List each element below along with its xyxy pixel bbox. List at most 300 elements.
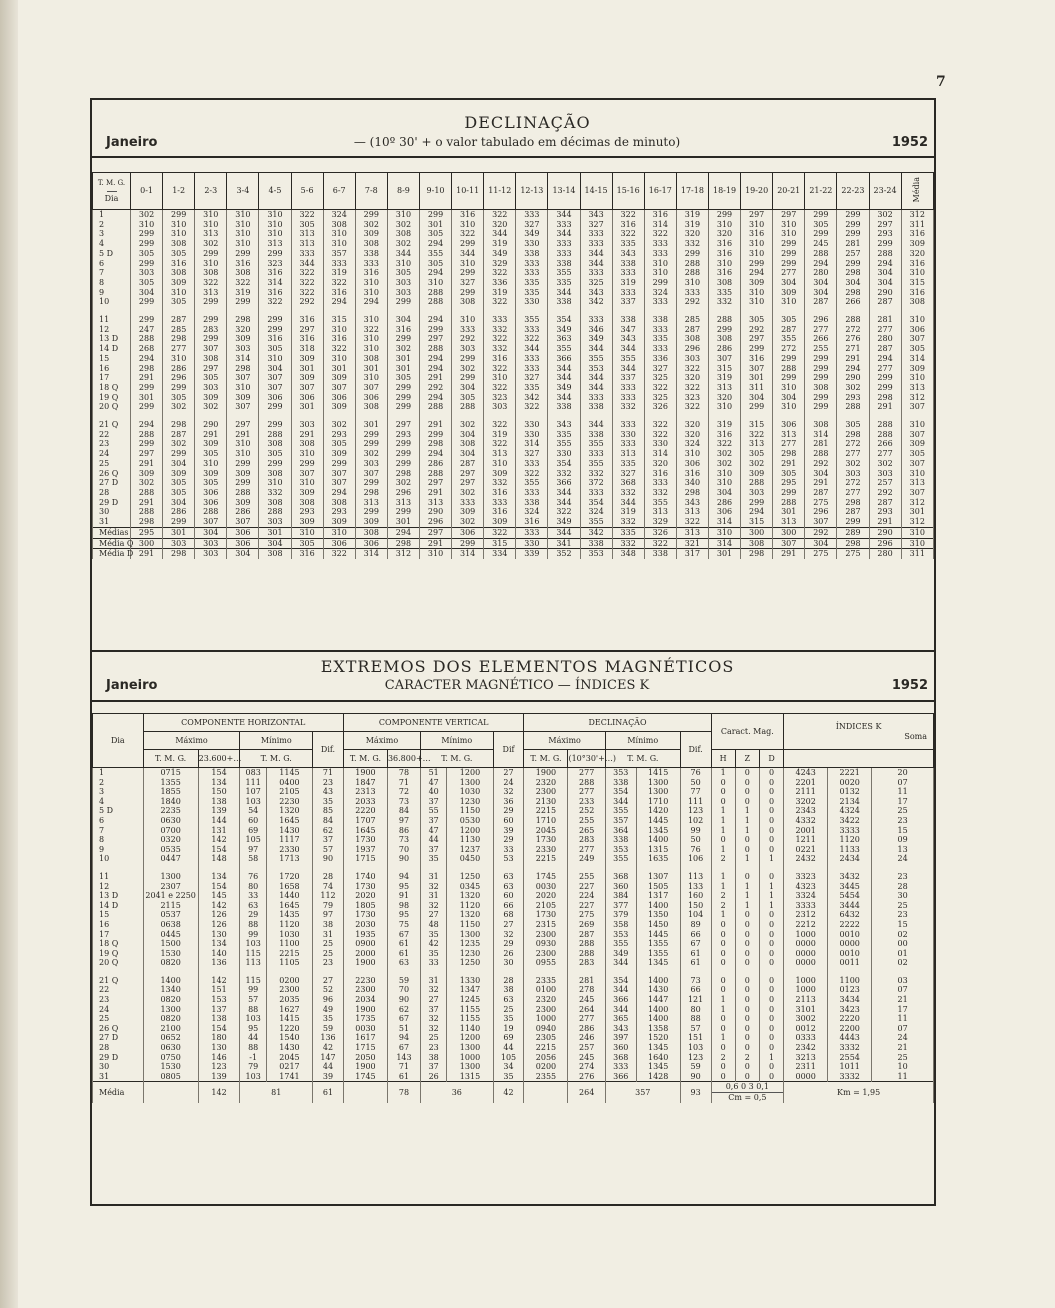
declination-value: 302 [741, 459, 773, 469]
extremes-value: 57 [680, 1024, 711, 1034]
extremes-value: 1130 [447, 835, 493, 845]
declination-value: 299 [869, 383, 901, 393]
declination-value: 305 [163, 393, 195, 403]
declination-value: 309 [741, 469, 773, 479]
declination-row [93, 498, 934, 508]
declination-value: 357 [323, 249, 355, 259]
declination-value: 310 [484, 459, 516, 469]
declination-value: 308 [708, 334, 740, 344]
declination-value: 276 [837, 334, 869, 344]
extremes-value: 63 [493, 882, 524, 892]
declination-value: 344 [612, 364, 644, 374]
declination-value: 299 [837, 220, 869, 230]
extremes-value: 1 [759, 901, 783, 911]
declination-value: 288 [131, 488, 163, 498]
declination-value: 288 [259, 507, 291, 517]
extremes-value: 1740 [343, 872, 387, 882]
extremes-value: 2221 [828, 768, 872, 778]
declination-value: 310 [195, 210, 227, 220]
declination-value: 287 [869, 344, 901, 354]
declination-value: 327 [516, 220, 548, 230]
extremes-value: 69 [240, 826, 266, 836]
declination-value: 355 [516, 315, 548, 325]
extremes-value: 3333 [784, 901, 828, 911]
declination-value: 310 [901, 315, 933, 325]
hour-col-header: 17-18 [676, 173, 708, 210]
declination-value: 293 [837, 393, 869, 403]
hour-col-header: 6-7 [323, 173, 355, 210]
day-label: 28 [93, 488, 131, 498]
declination-value: 308 [195, 354, 227, 364]
declination-value: 355 [644, 498, 676, 508]
extremes-value: 0805 [143, 1072, 198, 1082]
extremes-value: 15 [872, 826, 934, 836]
extremes-value: 03 [872, 976, 934, 986]
extremes-value: 151 [680, 1033, 711, 1043]
declination-value: 320 [676, 229, 708, 239]
declination-value: 310 [773, 229, 805, 239]
declination-value: 304 [805, 469, 837, 479]
extremes-value: 0 [759, 1033, 783, 1043]
extremes-value: 1300 [447, 1062, 493, 1072]
declination-value: 333 [484, 315, 516, 325]
declination-value: 299 [259, 420, 291, 430]
declination-value: 301 [901, 507, 933, 517]
declination-value: 287 [773, 325, 805, 335]
declination-value: 322 [548, 507, 580, 517]
extremes-value: 61 [680, 958, 711, 968]
extremes-value: 0 [759, 910, 783, 920]
declination-value: 299 [163, 383, 195, 393]
extremes-value: 111 [680, 797, 711, 807]
extremes-value: 0 [759, 1014, 783, 1024]
declination-value: 310 [163, 229, 195, 239]
declination-value: 299 [163, 517, 195, 527]
extremes-value: 1730 [524, 910, 568, 920]
extremes-value: 91 [387, 891, 420, 901]
extremes-value: 76 [680, 768, 711, 778]
extremes-value: 150 [680, 901, 711, 911]
extremes-value: 275 [568, 910, 605, 920]
declination-value: 313 [676, 507, 708, 517]
declination-value: 309 [131, 469, 163, 479]
declination-value: 344 [548, 364, 580, 374]
extremes-value: 23 [313, 778, 344, 788]
declination-value: 310 [676, 449, 708, 459]
extremes-value: 0012 [784, 1024, 828, 1034]
extremes-value: 28 [313, 872, 344, 882]
declination-value: 309 [741, 278, 773, 288]
declination-value: 322 [484, 383, 516, 393]
extremes-value: 32 [420, 901, 446, 911]
extremes-value: 1715 [343, 854, 387, 864]
declination-value: 344 [612, 498, 644, 508]
extremes-value: 0100 [524, 985, 568, 995]
declination-value: 338 [548, 402, 580, 412]
declination-value: 312 [901, 210, 933, 220]
declination-value: 333 [516, 259, 548, 269]
declination-value: 299 [419, 325, 451, 335]
extremes-value: 62 [387, 1005, 420, 1015]
declination-value: 310 [323, 239, 355, 249]
declination-value: 307 [805, 517, 837, 527]
declination-value: 277 [773, 268, 805, 278]
declination-value: 309 [195, 469, 227, 479]
declination-value: 305 [773, 469, 805, 479]
declination-value: 301 [387, 364, 419, 374]
declination-means [93, 527, 934, 559]
mean-value: 341 [548, 538, 580, 549]
declination-value: 344 [548, 210, 580, 220]
declination-value: 333 [612, 420, 644, 430]
extremes-value: 0 [735, 920, 759, 930]
declination-value: 304 [452, 430, 484, 440]
declination-value: 337 [612, 373, 644, 383]
extremes-value: 0447 [143, 854, 198, 864]
mean-value: 304 [805, 538, 837, 549]
extremes-value: 277 [568, 787, 605, 797]
declination-value: 316 [708, 239, 740, 249]
declination-value: 322 [516, 334, 548, 344]
extremes-row [93, 806, 934, 816]
extremes-value: 0 [711, 1014, 735, 1024]
declination-value: 302 [355, 220, 387, 230]
declination-value: 287 [452, 459, 484, 469]
extremes-value: 103 [240, 1072, 266, 1082]
page-number: 7 [936, 74, 946, 90]
declination-value: 333 [484, 498, 516, 508]
declination-value: 283 [195, 325, 227, 335]
declination-value: 316 [387, 325, 419, 335]
declination-value: 297 [773, 210, 805, 220]
declination-value: 310 [773, 402, 805, 412]
declination-value: 309 [355, 229, 387, 239]
day-label: 7 [93, 826, 144, 836]
extremes-value: 0 [759, 1024, 783, 1034]
extremes-value: 1900 [524, 768, 568, 778]
extremes-row [93, 826, 934, 836]
declination-value: 299 [869, 239, 901, 249]
extremes-value: 2130 [524, 797, 568, 807]
extremes-value: 0 [735, 1043, 759, 1053]
declination-value: 297 [419, 334, 451, 344]
declination-value: 288 [869, 420, 901, 430]
day-label: 15 [93, 910, 144, 920]
extremes-value: 99 [680, 826, 711, 836]
extremes-value: 180 [198, 1033, 240, 1043]
day-label: 16 [93, 920, 144, 930]
extremes-value: 1300 [447, 930, 493, 940]
extremes-value: 88 [240, 1005, 266, 1015]
declination-value: 316 [323, 288, 355, 298]
extremes-value: 1307 [636, 872, 680, 882]
extremes-value: 0820 [143, 1014, 198, 1024]
extremes-value: 0 [735, 778, 759, 788]
extremes-value: 73 [387, 835, 420, 845]
extremes-value: 255 [568, 816, 605, 826]
hour-col-header: 16-17 [644, 173, 676, 210]
mean-value: 306 [323, 538, 355, 549]
declination-row [93, 249, 934, 259]
ext-mean-h-max: 142 [198, 1082, 240, 1103]
declination-value: 299 [773, 488, 805, 498]
declination-value: 335 [612, 239, 644, 249]
declination-value: 307 [708, 354, 740, 364]
extremes-value: 1741 [266, 1072, 312, 1082]
declination-value: 291 [227, 430, 259, 440]
extremes-value: 0 [711, 797, 735, 807]
declination-value: 322 [227, 278, 259, 288]
declination-value: 322 [516, 402, 548, 412]
extremes-value: 1211 [784, 835, 828, 845]
mean-value: 313 [676, 527, 708, 538]
extremes-value: 2300 [524, 949, 568, 959]
extremes-value: 0652 [143, 1033, 198, 1043]
extremes-value: 71 [387, 778, 420, 788]
extremes-value: 0900 [343, 939, 387, 949]
extremes-value: 95 [387, 910, 420, 920]
declination-value: 313 [741, 439, 773, 449]
declination-value: 296 [163, 373, 195, 383]
declination-value: 299 [805, 229, 837, 239]
extremes-value: 33 [420, 958, 446, 968]
hour-col-header: 12-13 [516, 173, 548, 210]
extremes-value: 0200 [266, 976, 312, 986]
declination-value: 302 [837, 459, 869, 469]
day-label: 24 [93, 1005, 144, 1015]
declination-value: 292 [805, 459, 837, 469]
extremes-value: 354 [605, 976, 636, 986]
declination-value: 344 [580, 259, 612, 269]
extremes-row [93, 1043, 934, 1053]
declination-row [93, 469, 934, 479]
day-label: 21 Q [93, 420, 131, 430]
declination-value: 301 [291, 402, 323, 412]
declination-value: 344 [548, 373, 580, 383]
declination-value: 297 [741, 334, 773, 344]
declination-value: 303 [227, 344, 259, 354]
declination-value: 266 [869, 439, 901, 449]
declination-row [93, 402, 934, 412]
declination-value: 308 [291, 498, 323, 508]
declination-value: 297 [227, 420, 259, 430]
extremes-value: 0030 [524, 882, 568, 892]
extremes-value: 1300 [143, 1005, 198, 1015]
extremes-value: 29 [493, 806, 524, 816]
ext-mean-h-dif: 61 [313, 1082, 344, 1103]
extremes-value: 1150 [447, 806, 493, 816]
declination-value: 333 [580, 393, 612, 403]
declination-value: 322 [484, 334, 516, 344]
extremes-value: 32 [420, 1024, 446, 1034]
mean-value: 314 [355, 549, 387, 559]
declination-value: 298 [387, 469, 419, 479]
declination-value: 305 [259, 344, 291, 354]
declination-value: 319 [484, 239, 516, 249]
extremes-value: 1 [711, 910, 735, 920]
extremes-row [93, 816, 934, 826]
ext-v-tmg1: T. M. G. [343, 750, 387, 768]
extremes-value: 1355 [636, 949, 680, 959]
declination-value: 310 [355, 288, 387, 298]
declination-value: 303 [387, 278, 419, 288]
extremes-value: 355 [605, 854, 636, 864]
declination-value: 304 [741, 393, 773, 403]
extremes-value: 102 [680, 816, 711, 826]
extremes-value: 1117 [266, 835, 312, 845]
declination-value: 336 [484, 278, 516, 288]
declination-value: 307 [259, 373, 291, 383]
extremes-value: 30 [493, 958, 524, 968]
extremes-value: 105 [240, 835, 266, 845]
extremes-value: 3333 [828, 826, 872, 836]
ext-d-min: Mínimo [605, 732, 680, 750]
declination-value: 305 [901, 449, 933, 459]
declination-value: 309 [227, 498, 259, 508]
extremes-value: 357 [605, 816, 636, 826]
extremes-value: 90 [313, 854, 344, 864]
extremes-row [93, 891, 934, 901]
declination-value: 299 [131, 402, 163, 412]
declination-value: 310 [259, 354, 291, 364]
declination-value: 309 [291, 354, 323, 364]
extremes-value: 27 [313, 976, 344, 986]
extremes-value: 79 [240, 1062, 266, 1072]
extremes-value: 0 [711, 1062, 735, 1072]
declination-value: 285 [676, 315, 708, 325]
declination-value: 323 [484, 393, 516, 403]
extremes-value: 131 [198, 826, 240, 836]
declination-row [93, 259, 934, 269]
extremes-value: 1345 [636, 1062, 680, 1072]
declination-value: 299 [163, 210, 195, 220]
declination-value: 287 [163, 315, 195, 325]
extremes-value: 23 [872, 816, 934, 826]
declination-value: 343 [580, 210, 612, 220]
extremes-value: 265 [568, 826, 605, 836]
declination-value: 332 [676, 239, 708, 249]
declination-value: 310 [227, 210, 259, 220]
declination-value: 299 [805, 354, 837, 364]
declination-value: 291 [419, 420, 451, 430]
extremes-value: 2215 [266, 949, 312, 959]
binding-shadow [0, 0, 18, 1308]
hour-col-header: 21-22 [805, 173, 837, 210]
extremes-value: 59 [387, 976, 420, 986]
hour-col-header: 5-6 [291, 173, 323, 210]
declination-value: 288 [869, 430, 901, 440]
declination-value: 310 [291, 449, 323, 459]
extremes-value: 99 [240, 930, 266, 940]
ext-mean-d-min: 357 [605, 1082, 680, 1103]
declination-row [93, 354, 934, 364]
declination-value: 322 [612, 210, 644, 220]
extremes-value: 0320 [143, 835, 198, 845]
mean-value: 291 [419, 538, 451, 549]
hour-col-header: 0-1 [131, 173, 163, 210]
extremes-value: 1 [711, 882, 735, 892]
extremes-value: 0 [759, 939, 783, 949]
extremes-value: 246 [568, 1033, 605, 1043]
declination-value: 322 [676, 364, 708, 374]
extremes-value: 38 [420, 1053, 446, 1063]
declination-value: 305 [805, 220, 837, 230]
declination-value: 343 [612, 249, 644, 259]
declination-row [93, 517, 934, 527]
day-label: 20 Q [93, 402, 131, 412]
declination-value: 303 [259, 517, 291, 527]
declination-value: 322 [644, 420, 676, 430]
extremes-value: 1 [735, 901, 759, 911]
declination-value: 333 [580, 488, 612, 498]
declination-value: 302 [837, 383, 869, 393]
extremes-value: 33 [493, 845, 524, 855]
extremes-value: 144 [198, 816, 240, 826]
extremes-value: 0 [711, 985, 735, 995]
extremes-value: 1420 [636, 806, 680, 816]
extremes-value: 61 [387, 939, 420, 949]
declination-value: 306 [676, 459, 708, 469]
extremes-value: 26 [493, 949, 524, 959]
declination-value: 340 [676, 478, 708, 488]
extremes-value: 366 [605, 1072, 636, 1082]
extremes-row [93, 985, 934, 995]
extremes-value: 134 [198, 872, 240, 882]
declination-value: 309 [291, 517, 323, 527]
extremes-value: 154 [198, 845, 240, 855]
day-label: 5 D [93, 806, 144, 816]
declination-value: 325 [580, 278, 612, 288]
extremes-value: 2300 [524, 787, 568, 797]
declination-value: 310 [195, 259, 227, 269]
extremes-value: 277 [568, 768, 605, 778]
extremes-value: 227 [568, 882, 605, 892]
declination-value: 330 [516, 430, 548, 440]
declination-value: 294 [419, 268, 451, 278]
declination-table [92, 172, 934, 559]
extremes-value: 0537 [143, 910, 198, 920]
mean-value: 290 [869, 527, 901, 538]
hour-col-header: 15-16 [612, 173, 644, 210]
declination-value: 302 [387, 239, 419, 249]
declination-value: 298 [227, 315, 259, 325]
declination-value: 343 [612, 334, 644, 344]
declination-value: 309 [163, 278, 195, 288]
declination-value: 294 [131, 354, 163, 364]
ext-mean-v-max: 78 [387, 1082, 420, 1103]
extremes-value: 1505 [636, 882, 680, 892]
declination-value: 314 [644, 220, 676, 230]
extremes-value: 344 [605, 1005, 636, 1015]
declination-value: 309 [484, 469, 516, 479]
declination-value: 313 [419, 498, 451, 508]
extremes-value: 344 [605, 958, 636, 968]
declination-value: 353 [580, 364, 612, 374]
declination-value: 310 [387, 210, 419, 220]
declination-value: 335 [644, 334, 676, 344]
declination-value: 313 [291, 239, 323, 249]
declination-value: 306 [901, 325, 933, 335]
extremes-value: 0 [759, 826, 783, 836]
declination-value: 291 [869, 517, 901, 527]
extremes-value: 97 [313, 910, 344, 920]
mean-value: 303 [163, 538, 195, 549]
declination-value: 310 [323, 229, 355, 239]
declination-value: 344 [548, 229, 580, 239]
declination-value: 308 [355, 354, 387, 364]
extremes-value: 1320 [266, 806, 312, 816]
declination-value: 308 [259, 439, 291, 449]
